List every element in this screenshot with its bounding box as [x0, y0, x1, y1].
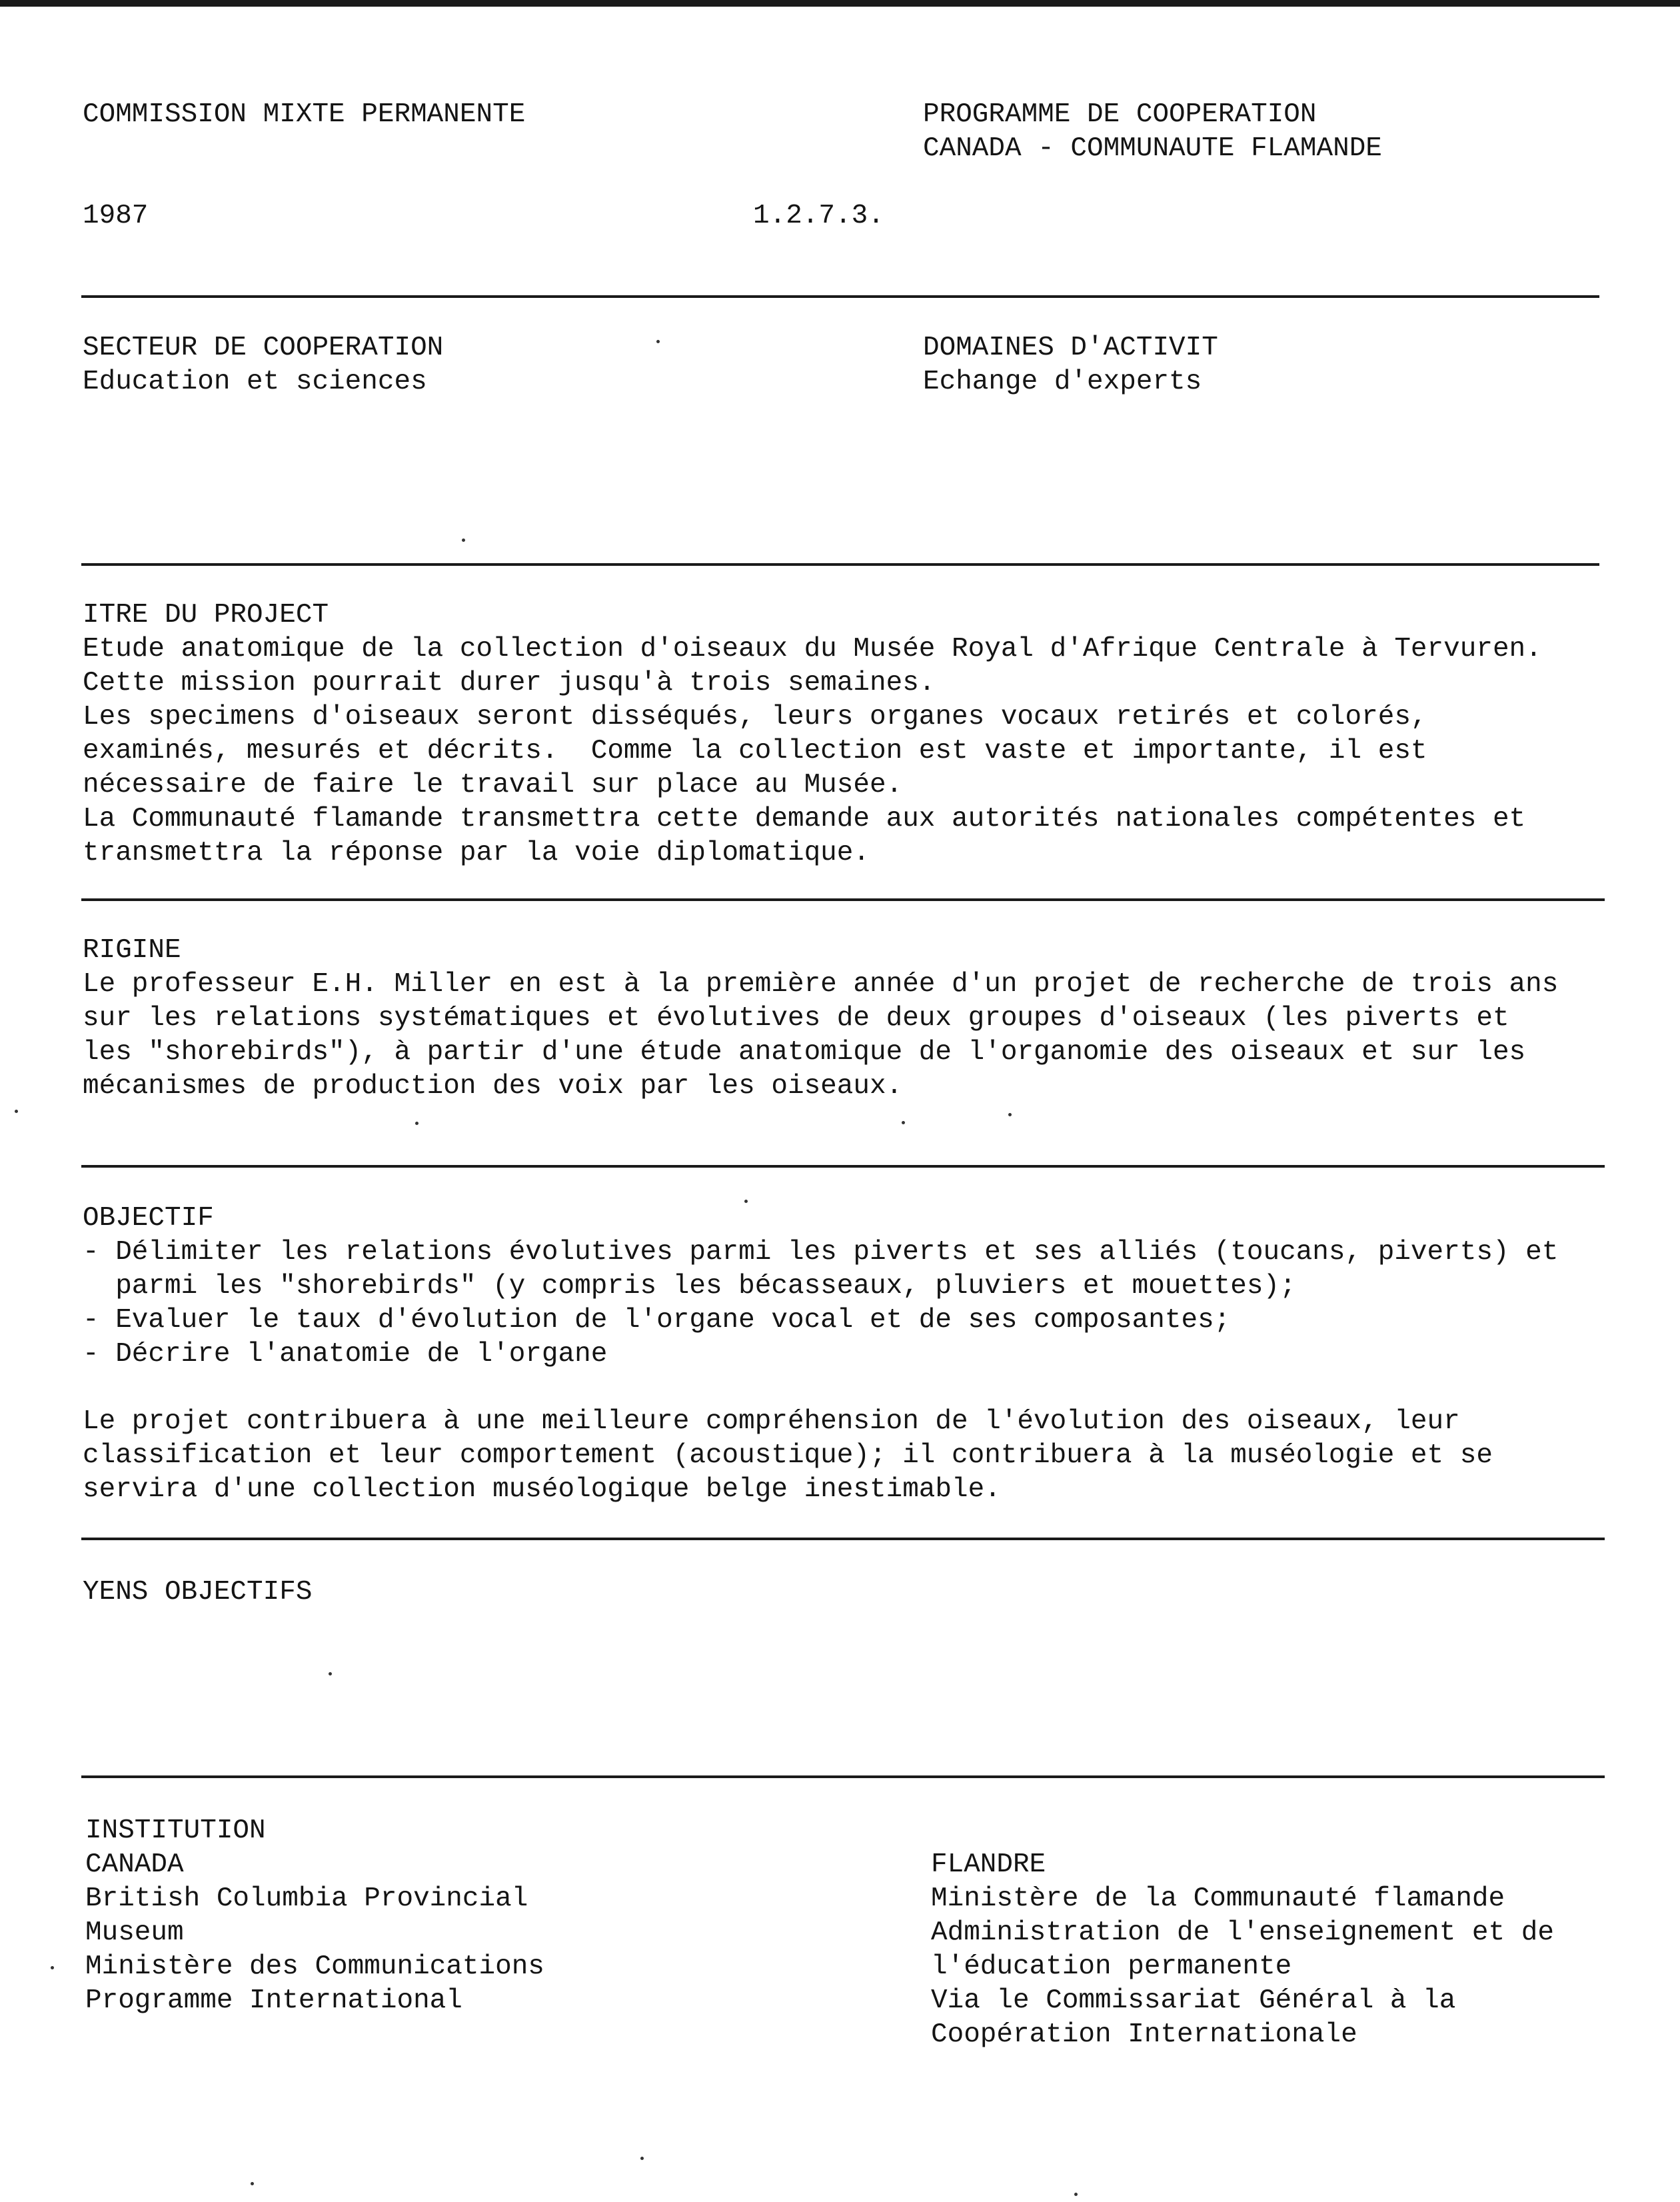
domaines-value: Echange d'experts: [923, 367, 1202, 397]
text-line: Le projet contribuera à une meilleure compréhension de l'évolution des oiseaux, leur: [83, 1406, 1460, 1437]
text-line: les "shorebirds"), à partir d'une étude anatomique de l'organomie des oiseaux et sur les: [83, 1037, 1526, 1068]
scan-speck: [1074, 2193, 1078, 2196]
scan-speck: [251, 2182, 254, 2185]
scan-speck: [1008, 1113, 1012, 1116]
text-line: transmettra la réponse par la voie diplomatique.: [83, 838, 870, 868]
text-line: nécessaire de faire le travail sur place au Musée.: [83, 770, 903, 800]
year: 1987: [83, 201, 149, 231]
reference-number: 1.2.7.3.: [753, 201, 884, 231]
divider: [81, 563, 1599, 566]
objectifs-list: [83, 1236, 1558, 1372]
text-line: Les specimens d'oiseaux seront disséqués, leurs organes vocaux retirés et colorés,: [83, 702, 1427, 732]
scan-speck: [415, 1122, 419, 1125]
text-line: examinés, mesurés et décrits. Comme la collection est vaste et importante, il est: [83, 736, 1427, 766]
text-line: British Columbia Provincial: [85, 1883, 528, 1914]
scan-speck: [329, 1672, 332, 1675]
list-item: parmi les "shorebirds" (y compris les bécasseaux, pluviers et mouettes);: [83, 1271, 1296, 1302]
secteur-heading: SECTEUR DE COOPERATION: [83, 333, 444, 363]
scan-speck: [640, 2157, 644, 2160]
scan-speck: [744, 1200, 748, 1203]
divider: [81, 295, 1599, 298]
divider: [81, 1165, 1605, 1168]
secteur-value: Education et sciences: [83, 367, 427, 397]
commission-title: COMMISSION MIXTE PERMANENTE: [83, 99, 526, 130]
divider: [81, 1775, 1605, 1778]
text-line: Etude anatomique de la collection d'oiseaux du Musée Royal d'Afrique Centrale à Tervuren.: [83, 634, 1542, 664]
scan-speck: [902, 1121, 905, 1124]
list-item: - Délimiter les relations évolutives parmi les piverts et ses alliés (toucans, piverts) et: [83, 1237, 1559, 1268]
text-line: Coopération Internationale: [931, 2019, 1357, 2050]
origine-heading: RIGINE: [83, 935, 181, 966]
scan-speck: [462, 539, 465, 542]
objectifs-heading: OBJECTIF: [83, 1203, 214, 1234]
scan-top-edge: [0, 0, 1680, 7]
text-line: Administration de l'enseignement et de: [931, 1917, 1554, 1948]
scan-speck: [51, 1966, 54, 1969]
text-line: Ministère de la Communauté flamande: [931, 1883, 1505, 1914]
scan-speck: [656, 340, 660, 343]
text-line: Programme International: [85, 1985, 462, 2016]
flandre-heading: FLANDRE: [931, 1849, 1046, 1880]
text-line: Via le Commissariat Général à la: [931, 1985, 1456, 2016]
text-line: servira d'une collection muséologique belge inestimable.: [83, 1474, 1001, 1505]
text-line: Ministère des Communications: [85, 1951, 544, 1982]
domaines-heading: DOMAINES D'ACTIVIT: [923, 333, 1218, 363]
programme-title-line1: PROGRAMME DE COOPERATION: [923, 99, 1317, 130]
list-item: - Evaluer le taux d'évolution de l'organe vocal et de ses composantes;: [83, 1305, 1231, 1336]
text-line: l'éducation permanente: [931, 1951, 1292, 1982]
scan-speck: [15, 1110, 18, 1113]
institutions-heading: INSTITUTION: [85, 1815, 266, 1846]
objectifs-paragraph: [83, 1405, 1493, 1507]
titre-heading: ITRE DU PROJECT: [83, 600, 329, 630]
text-line: sur les relations systématiques et évolutives de deux groupes d'oiseaux (les piverts et: [83, 1003, 1509, 1034]
text-line: mécanismes de production des voix par les oiseaux.: [83, 1071, 903, 1102]
divider: [81, 898, 1605, 901]
canada-institutions: [85, 1882, 544, 2018]
list-item: - Décrire l'anatomie de l'organe: [83, 1339, 608, 1370]
titre-body: [83, 632, 1542, 870]
text-line: La Communauté flamande transmettra cette demande aux autorités nationales compétentes et: [83, 804, 1526, 834]
divider: [81, 1538, 1605, 1540]
flandre-institutions: [931, 1882, 1554, 2052]
programme-title-line2: CANADA - COMMUNAUTE FLAMANDE: [923, 133, 1382, 164]
text-line: classification et leur comportement (acoustique); il contribuera à la muséologie et se: [83, 1440, 1493, 1471]
canada-heading: CANADA: [85, 1849, 184, 1880]
origine-body: [83, 968, 1558, 1104]
text-line: Museum: [85, 1917, 184, 1948]
moyens-heading: YENS OBJECTIFS: [83, 1577, 313, 1608]
text-line: Le professeur E.H. Miller en est à la première année d'un projet de recherche de trois ans: [83, 969, 1559, 1000]
text-line: Cette mission pourrait durer jusqu'à trois semaines.: [83, 668, 936, 698]
